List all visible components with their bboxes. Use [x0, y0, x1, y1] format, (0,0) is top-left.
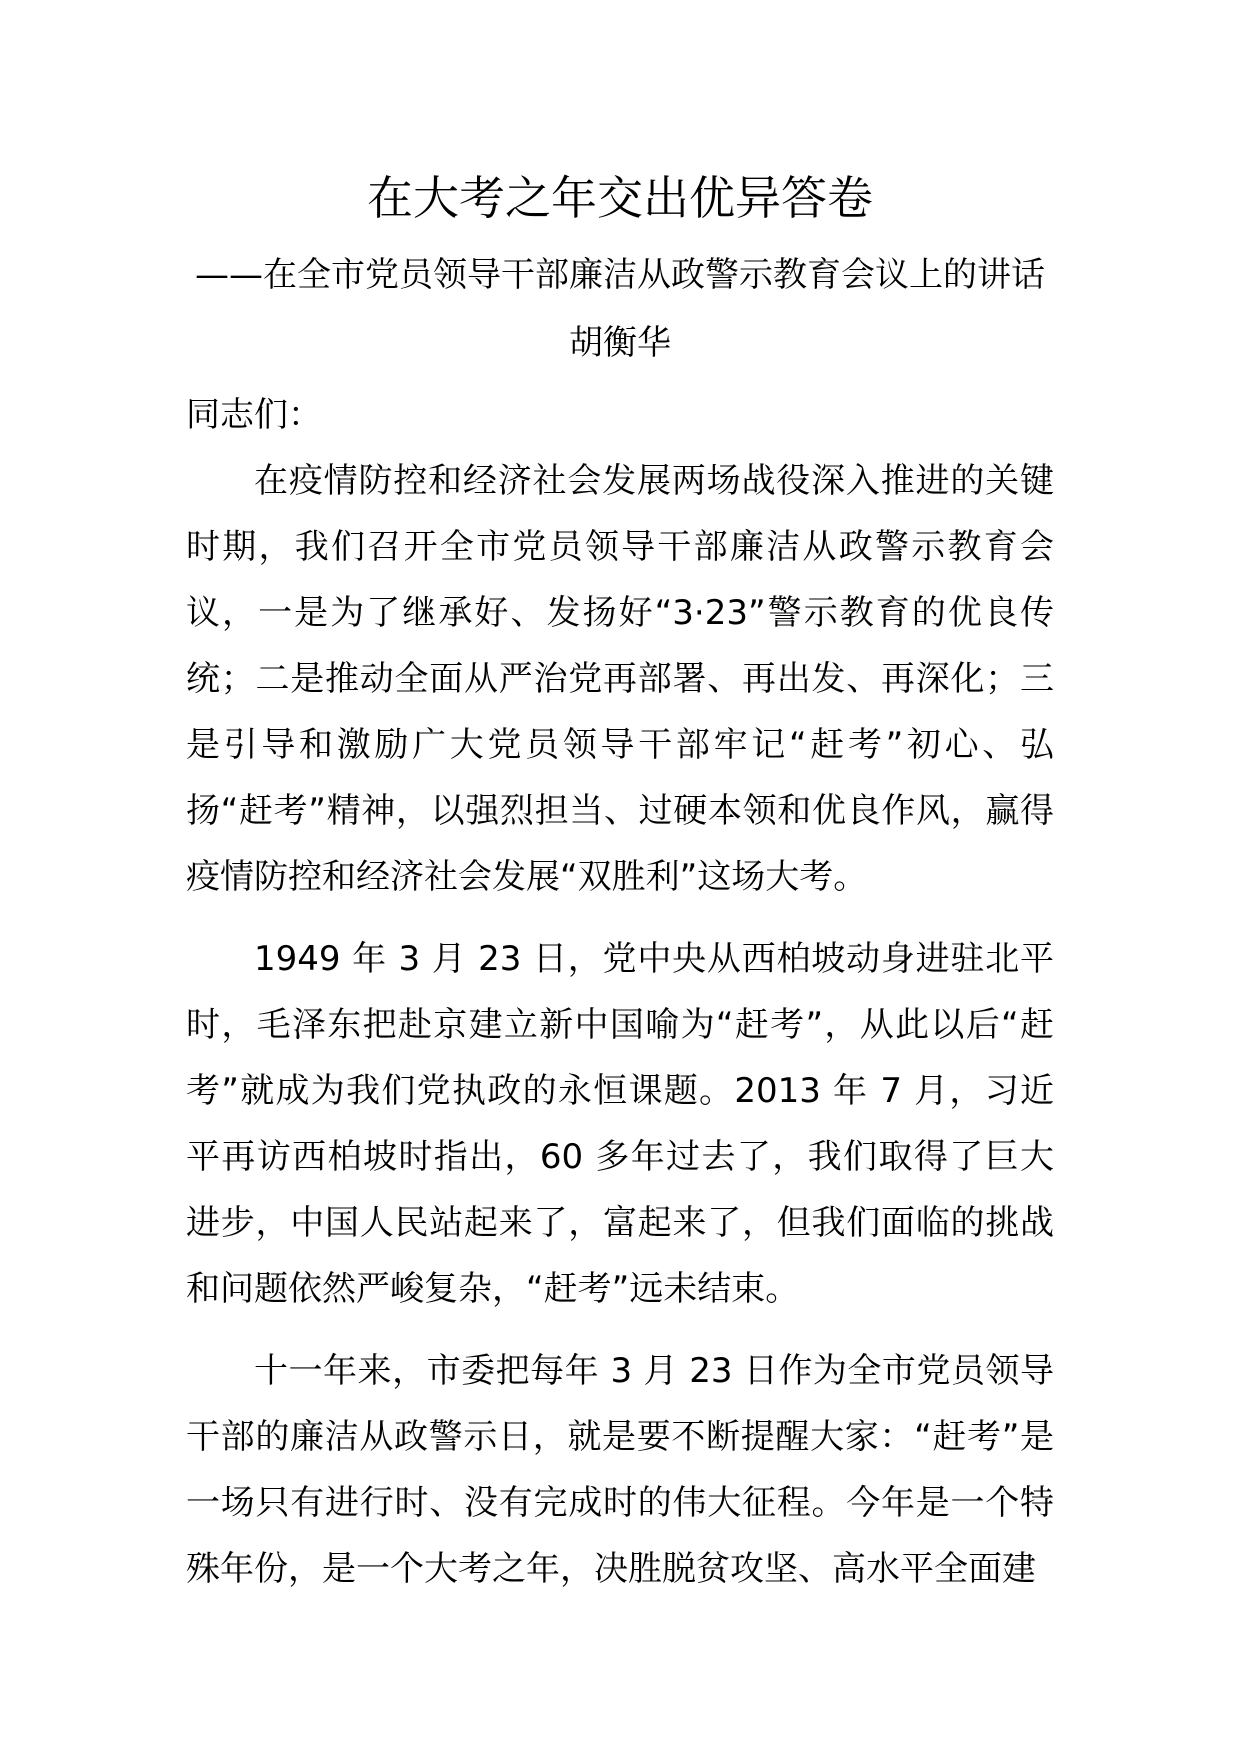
document-author: 胡衡华 — [569, 323, 671, 363]
document-body — [186, 382, 1054, 1618]
paragraph-1: 在疫情防控和经济社会发展两场战役深入推进的关键时期，我们召开全市党员领导干部廉洁从政警示教育会议，一是为了继承好、发扬好“3·23”警示教育的优良传统；二是推动全面从严治党再部署、再出发、再深化；三是引导和激励广大党员领导干部牢记“赶考”初心、弘扬“赶考”精神，以强烈担当、过硬本领和优良作风，赢得疫情防控和经济社会发展“双胜利”这场大考。 — [186, 461, 1054, 897]
document-subtitle: ——在全市党员领导干部廉洁从政警示教育会议上的讲话 — [195, 255, 1045, 295]
document-title: 在大考之年交出优异答卷 — [367, 171, 873, 225]
salutation: 同志们： — [186, 395, 322, 435]
paragraph-3: 十一年来，市委把每年 3 月 23 日作为全市党员领导干部的廉洁从政警示日，就是要不断提醒大家：“赶考”是一场只有进行时、没有完成时的伟大征程。今年是一个特殊年份，是一个大考之年，决胜脱贫攻坚、高水平全面建 — [186, 1351, 1054, 1589]
paragraph-2: 1949 年 3 月 23 日，党中央从西柏坡动身进驻北平时，毛泽东把赴京建立新中国喻为“赶考”，从此以后“赶考”就成为我们党执政的永恒课题。2013 年 7 月，习近平再访西柏坡时指出，60 多年过去了，我们取得了巨大进步，中国人民站起来了，富起来了，但我们面临的挑战和问题依然严峻复杂，“赶考”远未结束。 — [186, 939, 1054, 1309]
